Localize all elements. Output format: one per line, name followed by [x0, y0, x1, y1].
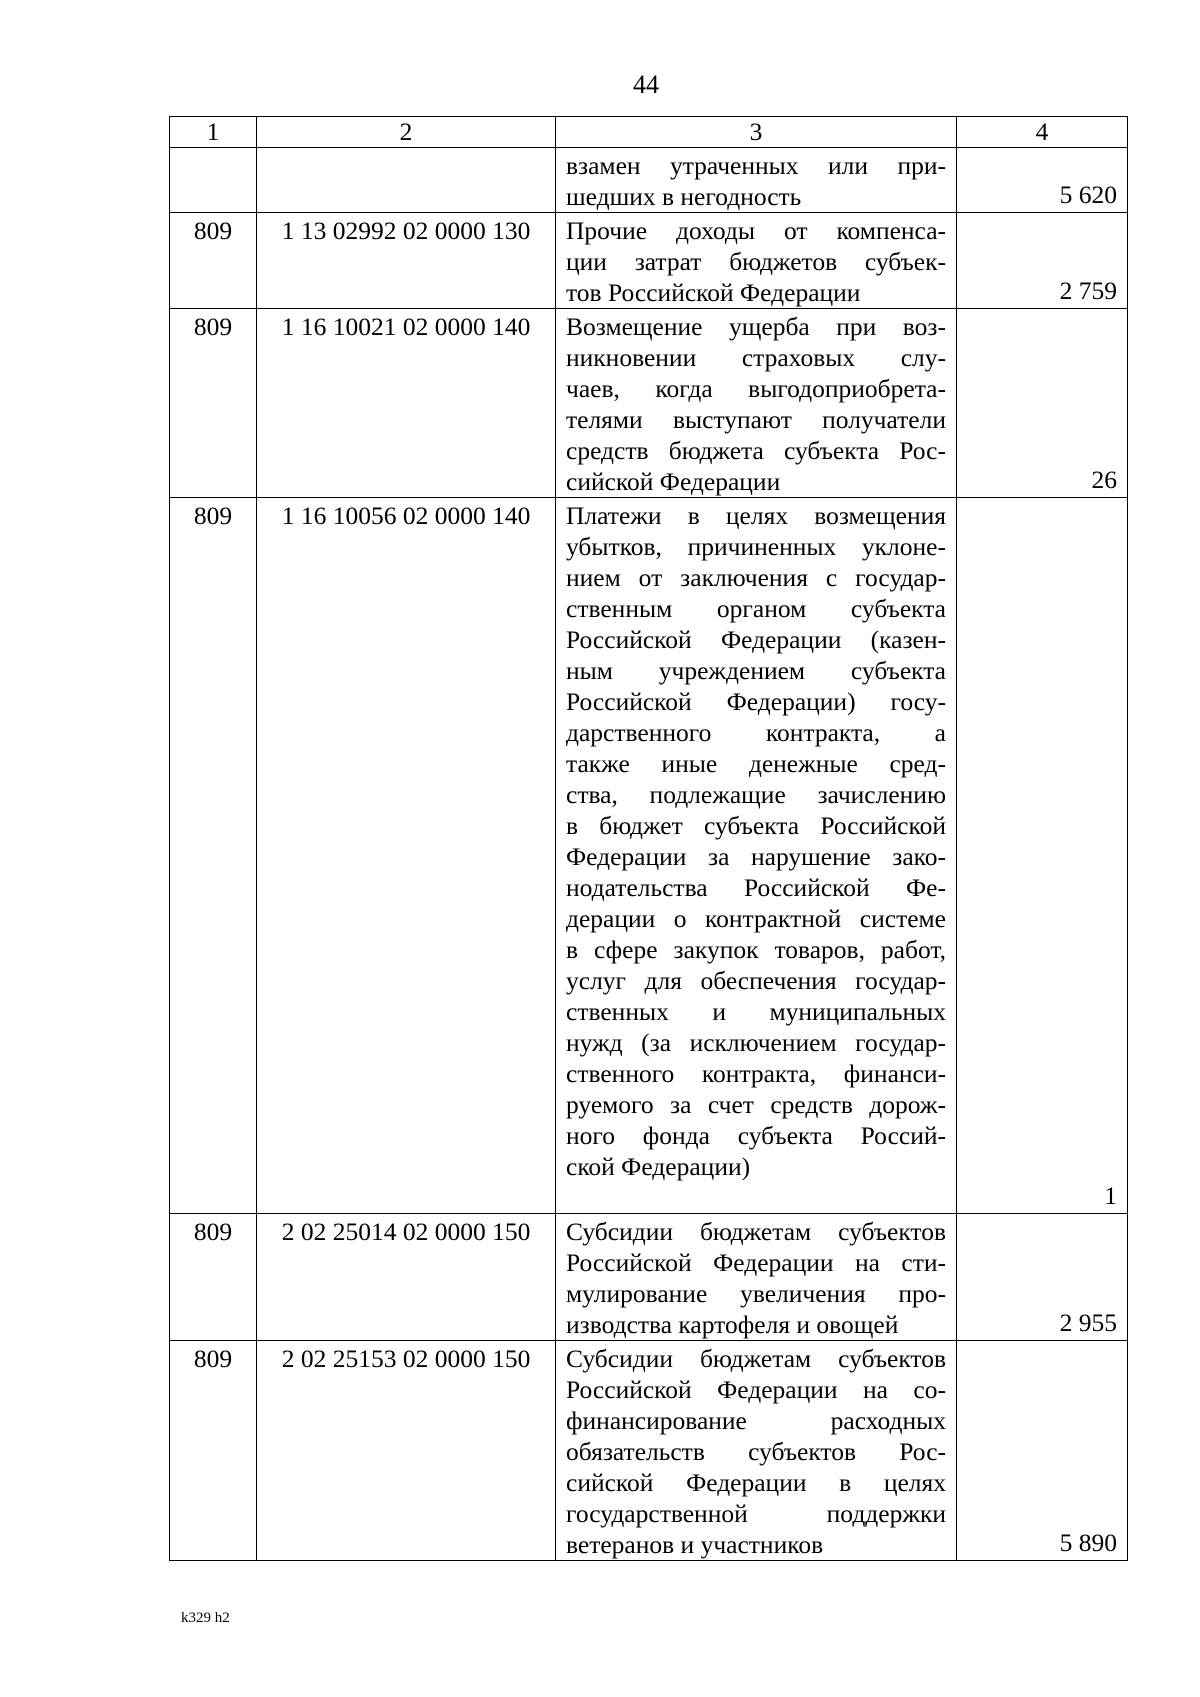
description-line: в сфере закупок товаров, работ, [566, 935, 946, 964]
description-line: чаев, когда выгодоприобрета- [566, 374, 946, 403]
description-line: взамен утраченных или при- [566, 151, 946, 180]
description-line: телями выступают получатели [566, 405, 946, 434]
description-line: Федерации за нарушение зако- [566, 842, 946, 871]
income-description-cell [556, 148, 957, 213]
income-description-cell [556, 213, 957, 309]
description-line: ской Федерации) [566, 1152, 751, 1181]
amount-cell: 5 620 [957, 148, 1128, 213]
description-line: мулирование увеличения про- [566, 1279, 946, 1308]
budget-classification-code-cell: 2 02 25153 02 0000 150 [257, 1341, 556, 1561]
description-line: Российской Федерации (казен- [566, 625, 946, 654]
description-line: Платежи в целях возмещения [566, 501, 946, 530]
description-line: ства, подлежащие зачислению [566, 780, 946, 809]
description-line: обязательств субъектов Рос- [566, 1437, 946, 1466]
description-line: шедших в негодность [566, 182, 802, 211]
column-header-4: 4 [957, 117, 1128, 148]
description-line: Российской Федерации на сти- [566, 1248, 946, 1277]
description-line: руемого за счет средств дорож- [566, 1090, 946, 1119]
amount-cell: 1 [957, 498, 1128, 1214]
page-number: 44 [633, 70, 659, 99]
amount-cell: 5 890 [957, 1341, 1128, 1561]
description-line: ции затрат бюджетов субъек- [566, 247, 946, 276]
table-row [170, 498, 1128, 1214]
description-line: государственной поддержки [566, 1499, 946, 1528]
column-header-2: 2 [257, 117, 556, 148]
amount-cell: 2 955 [957, 1214, 1128, 1341]
description-line: убытков, причиненных уклоне- [566, 532, 946, 561]
amount-cell: 26 [957, 309, 1128, 498]
description-line: ственного контракта, финанси- [566, 1059, 946, 1088]
table-row [170, 148, 1128, 213]
table-row [170, 309, 1128, 498]
description-line: ственным органом субъекта [566, 594, 946, 623]
budget-classification-code-cell: 1 13 02992 02 0000 130 [257, 213, 556, 309]
column-header-3: 3 [556, 117, 957, 148]
description-line: дерации о контрактной системе [566, 904, 946, 933]
budget-classification-code-cell: 1 16 10056 02 0000 140 [257, 498, 556, 1214]
income-description-cell [556, 309, 957, 498]
description-line: никновении страховых слу- [566, 343, 946, 372]
admin-code-cell: 809 [170, 213, 257, 309]
description-line: нужд (за исключением государ- [566, 1028, 946, 1057]
description-line: также иные денежные сред- [566, 749, 946, 778]
description-line: ного фонда субъекта Россий- [566, 1121, 946, 1150]
description-line: ным учреждением субъекта [566, 656, 946, 685]
budget-classification-code-cell: 2 02 25014 02 0000 150 [257, 1214, 556, 1341]
description-line: Прочие доходы от компенса- [566, 216, 946, 245]
description-line: сийской Федерации в целях [566, 1468, 946, 1497]
admin-code-cell: 809 [170, 309, 257, 498]
admin-code-cell: 809 [170, 498, 257, 1214]
description-line: Российской Федерации на со- [566, 1375, 946, 1404]
description-line: Возмещение ущерба при воз- [566, 312, 946, 341]
description-line: средств бюджета субъекта Рос- [566, 436, 946, 465]
column-header-1: 1 [170, 117, 257, 148]
amount-cell: 2 759 [957, 213, 1128, 309]
description-line: нием от заключения с государ- [566, 563, 946, 592]
description-line: Российской Федерации) госу- [566, 687, 946, 716]
description-line [566, 1182, 946, 1213]
income-description-cell [556, 1341, 957, 1561]
table-body [170, 148, 1128, 1561]
budget-classification-code-cell [257, 148, 556, 213]
income-description-cell [556, 498, 957, 1214]
description-line: в бюджет субъекта Российской [566, 811, 946, 840]
admin-code-cell: 809 [170, 1341, 257, 1561]
table-row [170, 1214, 1128, 1341]
description-line: ветеранов и участников [566, 1530, 824, 1559]
description-line: Субсидии бюджетам субъектов [566, 1344, 946, 1373]
admin-code-cell: 809 [170, 1214, 257, 1341]
description-line: изводства картофеля и овощей [566, 1310, 899, 1339]
budget-classification-code-cell: 1 16 10021 02 0000 140 [257, 309, 556, 498]
description-line: ственных и муниципальных [566, 997, 946, 1026]
description-line: услуг для обеспечения государ- [566, 966, 946, 995]
description-line: Субсидии бюджетам субъектов [566, 1217, 946, 1246]
table-row [170, 213, 1128, 309]
budget-table [169, 116, 1128, 1561]
description-line: финансирование расходных [566, 1406, 946, 1435]
admin-code-cell [170, 148, 257, 213]
description-line: сийской Федерации [566, 467, 781, 496]
description-line: дарственного контракта, а [566, 718, 946, 747]
description-line: тов Российской Федерации [566, 278, 861, 307]
description-line: нодательства Российской Фе- [566, 873, 946, 902]
footer-code: k329 h2 [181, 1610, 230, 1626]
income-description-cell [556, 1214, 957, 1341]
table-row [170, 1341, 1128, 1561]
table-header-row [170, 117, 1128, 148]
